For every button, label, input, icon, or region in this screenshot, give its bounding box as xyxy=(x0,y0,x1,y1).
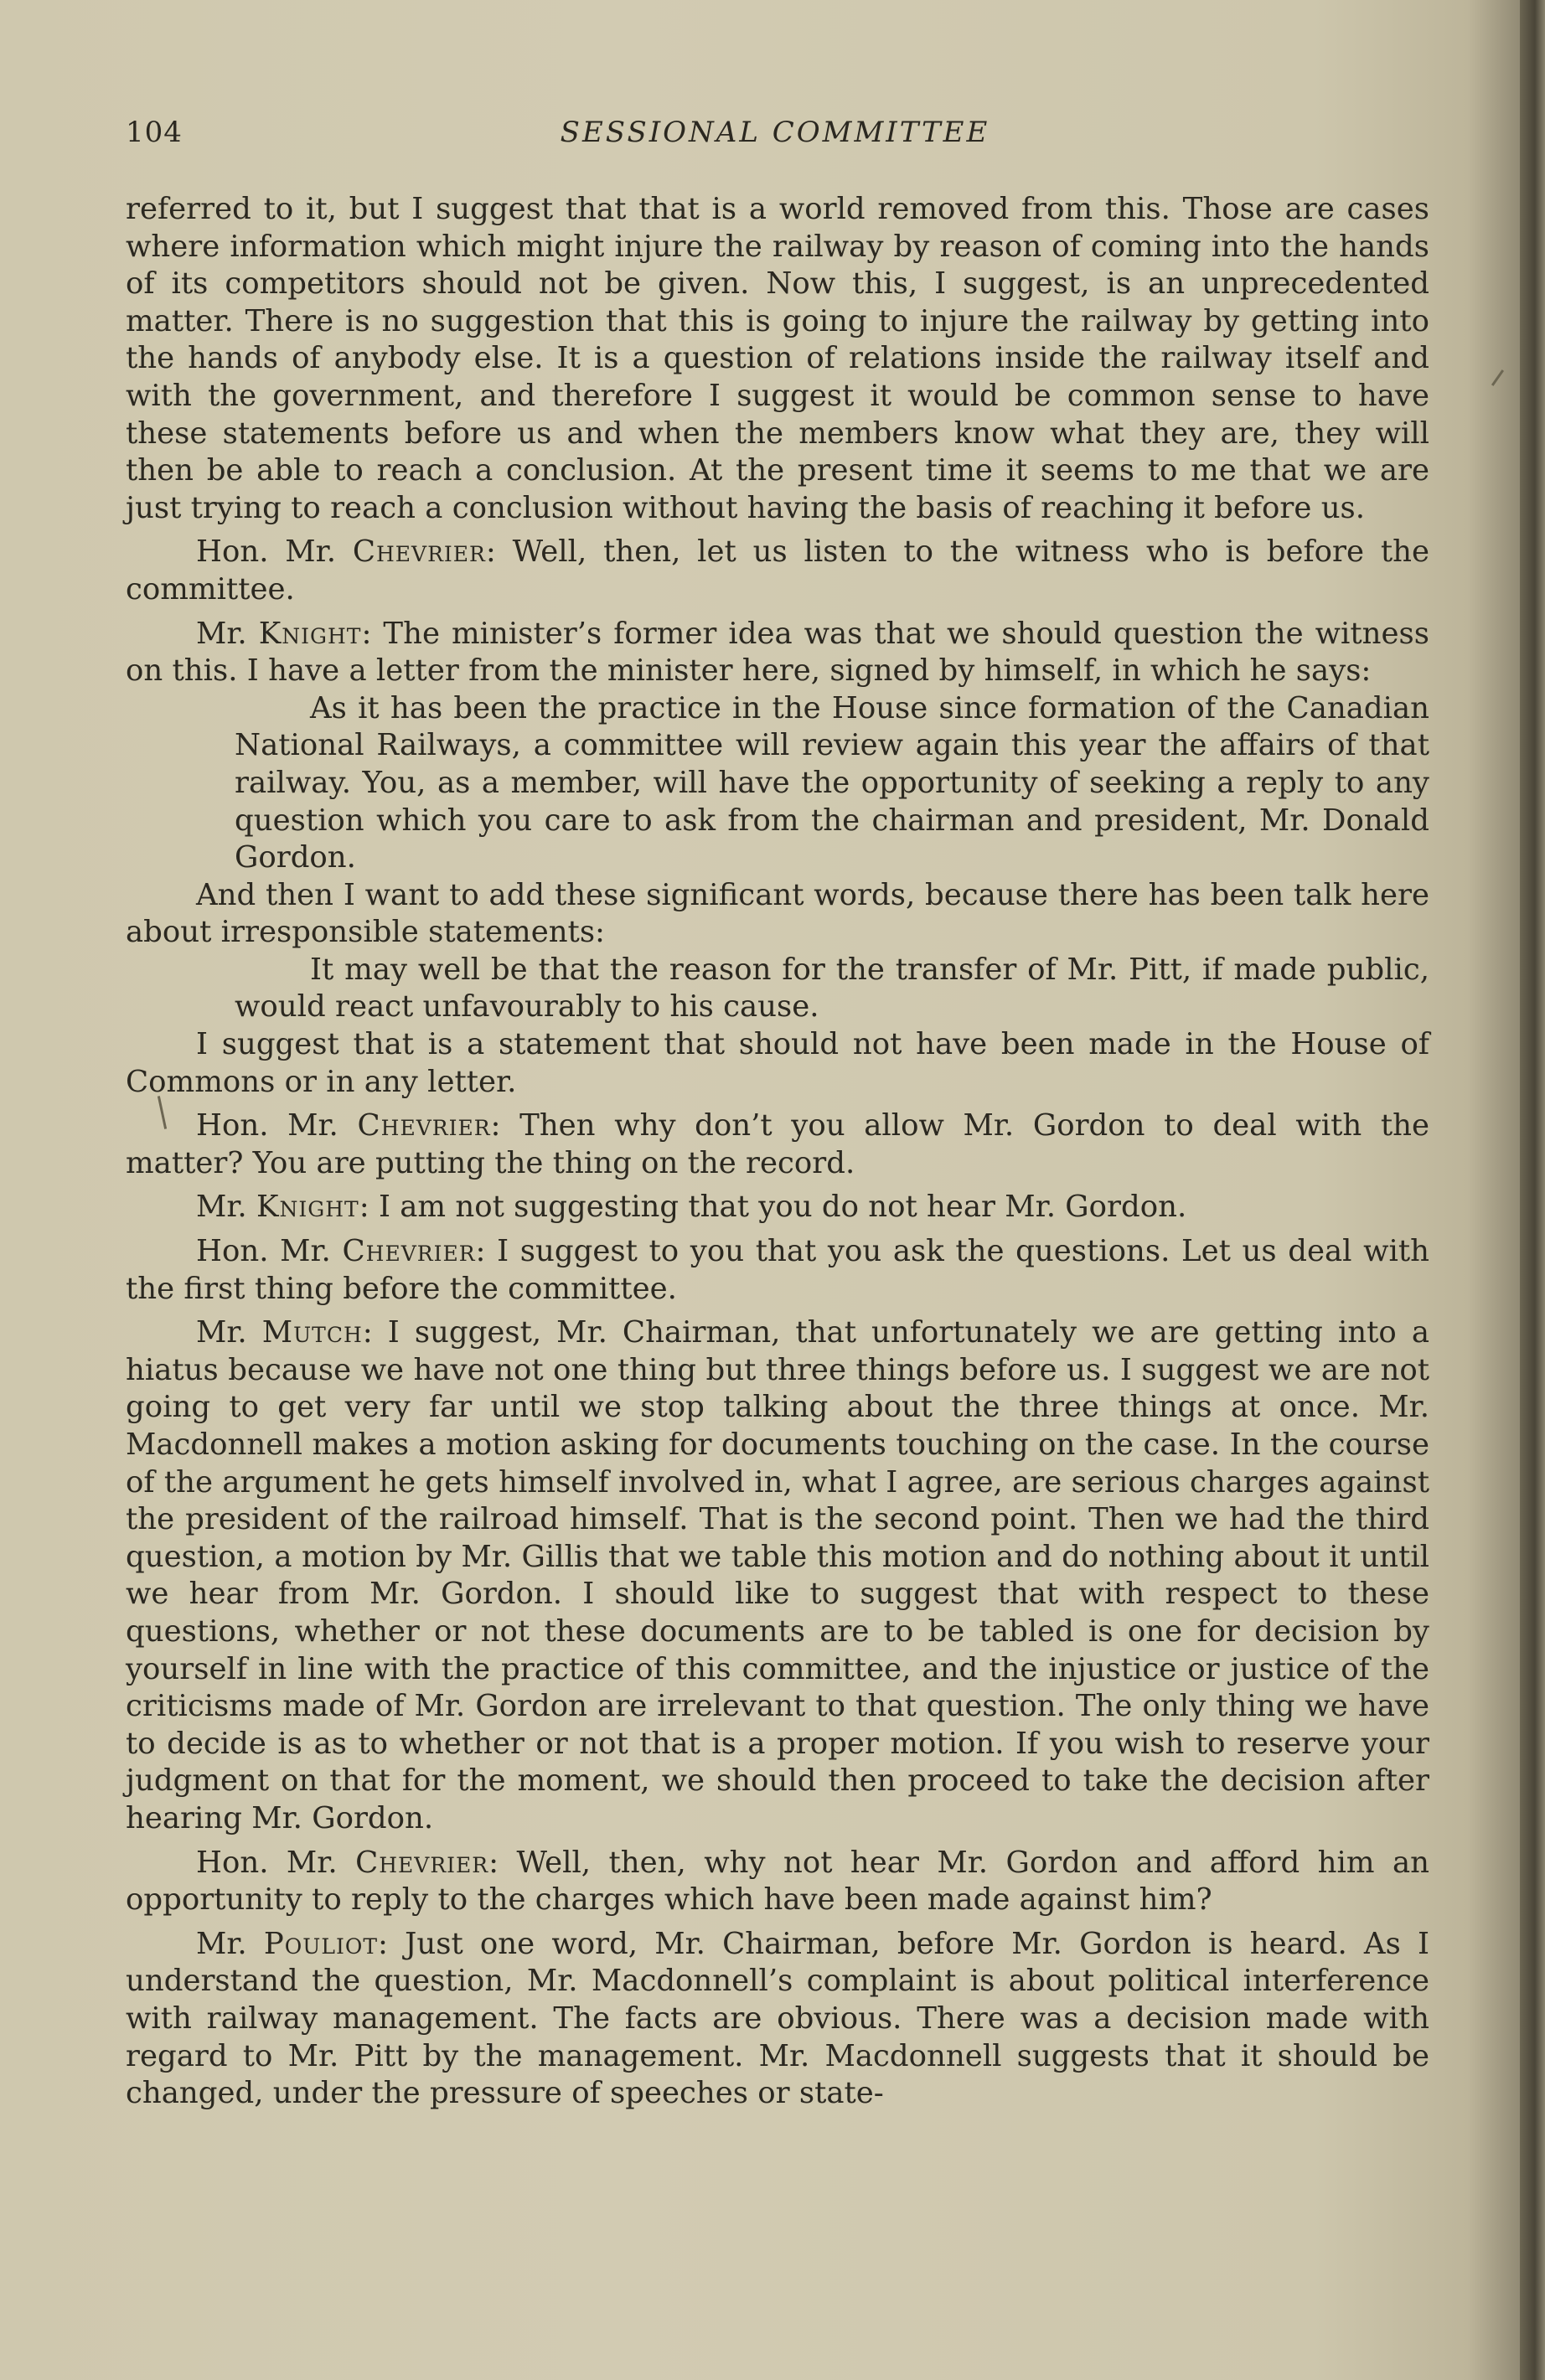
paragraph: And then I want to add these significant words, because there has been talk here about irresponsible statements: xyxy=(126,877,1429,950)
speech-paragraph: Hon. Mr. Chevrier: Well, then, why not hear Mr. Gordon and afford him an opportunity to reply to the charges which have been made against him? xyxy=(126,1845,1430,1918)
speaker-name: Mutch xyxy=(261,1315,363,1350)
speech-paragraph: Mr. Mutch: I suggest, Mr. Chairman, that unfortunately we are getting into a hiatus because we have not one thing but three things before us. I suggest we are not going to get very far until we stop talking about the three things at once. Mr. Macdonnell makes a motion asking for documents touching on the case. In the course of the argument he gets himself involved in, what I agree, are serious charges against the president of the railroad himself. That is the second point. Then we had the third question, a motion by Mr. Gillis that we table this motion and do nothing about it until we hear from Mr. Gordon. I should like to suggest that with respect to these questions, whether or not these documents are to be tabled is one for decision by yourself in line with the practice of this committee, and the injustice or justice of the criticisms made of Mr. Gordon are irrelevant to that question. The only thing we have to decide is as to whether or not that is a proper motion. If you wish to reserve your judgment on that for the moment, we should then proceed to take the decision after hearing Mr. Gordon. xyxy=(126,1315,1429,1835)
running-title: SESSIONAL COMMITTEE xyxy=(560,116,990,149)
speaker-name: Chevrier xyxy=(357,1108,491,1144)
page-edge-shadow xyxy=(1520,0,1545,2380)
paragraph: I suggest that is a statement that should not have been made in the House of Commons or in any letter. xyxy=(126,1027,1429,1099)
paragraph: referred to it, but I suggest that that is a world removed from this. Those are cases where information which might injure the railway by reason of coming into the hands of its competitors should not be given. Now this, I suggest, is an unprecedented matter. There is no suggestion that this is going to injure the railway by getting into the hands of anybody else. It is a question of relations inside the railway itself and with the government, and therefore I suggest it would be common sense to have these statements before us and when the members know what they are, they will then be able to reach a conclusion. At the present time it seems to me that we are just trying to reach a conclusion without having the basis of reaching it before us. xyxy=(126,192,1429,525)
pencil-mark xyxy=(1491,369,1504,386)
speaker-name: Knight xyxy=(256,1190,359,1225)
page-header xyxy=(126,116,1424,157)
speaker-name: Chevrier xyxy=(352,534,486,570)
speaker-name: Pouliot xyxy=(263,1926,378,1961)
speech-paragraph: Hon. Mr. Chevrier: Then why don’t you allow Mr. Gordon to deal with the matter? You are putting the thing on the record. xyxy=(126,1108,1429,1180)
speech-paragraph: Mr. Knight: The minister’s former idea was that we should question the witness on this. I have a letter from the minister here, signed by himself, in which he says: xyxy=(126,616,1429,689)
speaker-name: Knight xyxy=(258,616,362,651)
speaker-name: Chevrier xyxy=(342,1234,476,1269)
speech-paragraph: Mr. Pouliot: Just one word, Mr. Chairman, before Mr. Gordon is heard. As I understand the question, Mr. Macdonnell’s complaint is about political interference with railway management. The facts are obvious. There was a decision made with regard to Mr. Pitt by the management. Mr. Macdonnell suggests that it should be changed, under the pressure of speeches or state- xyxy=(126,1926,1429,2111)
speaker-name: Chevrier xyxy=(355,1845,489,1880)
block-quote: As it has been the practice in the House since formation of the Canadian National Railways, a committee will review again this year the affairs of that railway. You, as a member, will have the opportunity of seeking a reply to any question which you care to ask from the chairman and president, Mr. Donald Gordon. xyxy=(235,690,1429,875)
speech-paragraph: Hon. Mr. Chevrier: Well, then, let us listen to the witness who is before the committee. xyxy=(126,534,1429,607)
page-number: 104 xyxy=(126,116,183,149)
block-quote: It may well be that the reason for the transfer of Mr. Pitt, if made public, would react unfavourably to his cause. xyxy=(235,952,1429,1025)
speech-paragraph: Mr. Knight: I am not suggesting that you do not hear Mr. Gordon. xyxy=(196,1190,1187,1225)
page-body xyxy=(126,191,1429,2113)
speech-paragraph: Hon. Mr. Chevrier: I suggest to you that you ask the questions. Let us deal with the first thing before the committee. xyxy=(126,1234,1429,1306)
